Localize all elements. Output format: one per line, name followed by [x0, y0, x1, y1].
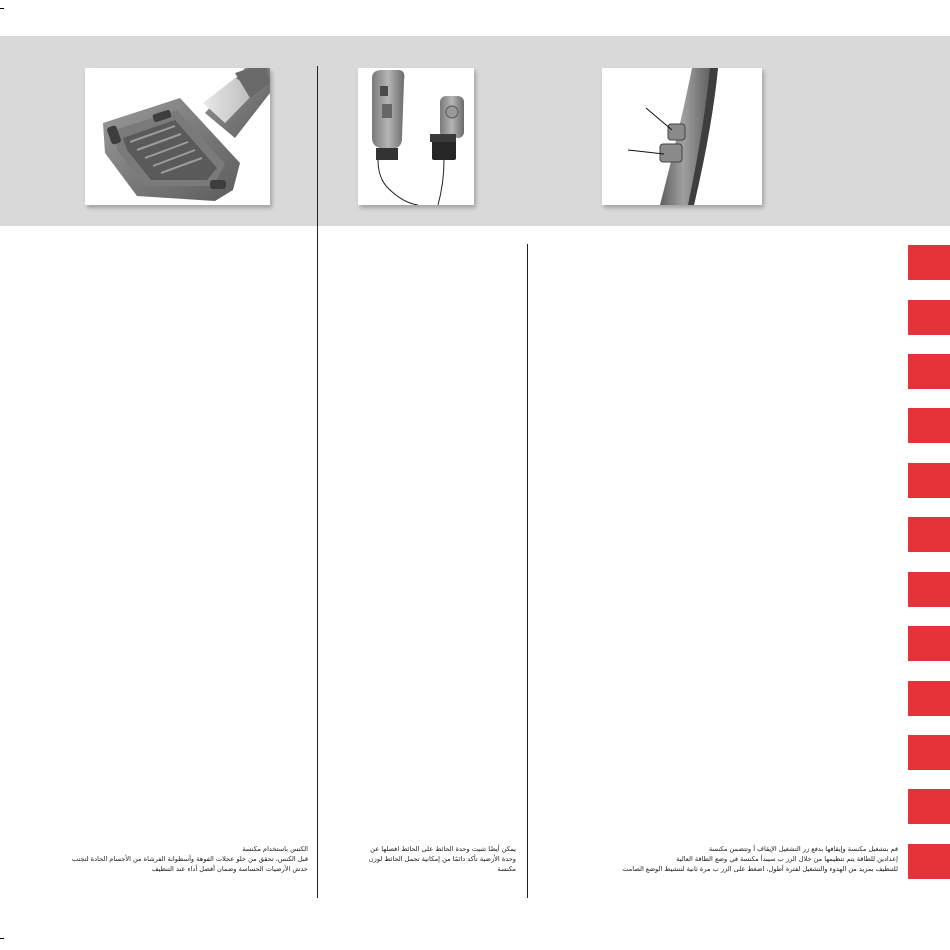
charger-illustration	[358, 68, 474, 205]
crop-mark-top-left	[0, 8, 4, 9]
nozzle-underside-photo	[85, 68, 270, 205]
section-tab-1[interactable]	[908, 245, 950, 280]
sweeping-heading: الكنس باستخدام مكنسة	[242, 845, 308, 853]
sweeping-text-line-2: خدش الأرضيات الحساسة وضمان أفضل أداء عند التنظيف	[151, 865, 308, 873]
section-tab-5[interactable]	[908, 463, 950, 498]
power-text-line-3: للتنظيف بمزيد من الهدوء والتشغيل لفترة أطول، اضغط على الزر ب مرة ثانية لتنشيط الوضع الصامت	[622, 865, 898, 873]
power-text-line-1: قم بتشغيل مكنسة وإيقافها بدفع زر التشغيل الإيقاف أ وتتضمن مكنسة	[708, 845, 898, 853]
wall-mount-text-line-2: وحدة الأرضية تأكد دائمًا من إمكانية تحمل الحائط لوزن	[368, 855, 516, 863]
section-tab-7[interactable]	[908, 572, 950, 607]
sweeping-text-line-1: قبل الكنس، تحقق من خلو عجلات الفوهة وأسطوانة الفرشاة من الأجسام الحادة لتجنب	[71, 855, 308, 863]
section-tab-2[interactable]	[908, 300, 950, 335]
wall-mount-instructions	[330, 844, 516, 874]
power-text-line-2: إعدادين للطاقة يتم تنظيمها من خلال الزر ب سيبدأ مكنسة في وضع الطاقة العالية	[676, 855, 898, 863]
crop-mark-bottom-left	[0, 938, 4, 939]
section-tab-10[interactable]	[908, 735, 950, 770]
section-tab-6[interactable]	[908, 517, 950, 552]
sweeping-instructions	[0, 844, 308, 874]
power-button-instructions	[540, 844, 898, 874]
column-divider-2	[527, 244, 528, 898]
section-tab-4[interactable]	[908, 408, 950, 443]
column-divider-1	[317, 66, 318, 898]
wall-mount-text-line-1: يمكن أيضًا تثبيت وحدة الحائط على الحائط افصلها عن	[370, 845, 516, 853]
section-tab-11[interactable]	[908, 789, 950, 824]
section-tab-8[interactable]	[908, 626, 950, 661]
charger-photo	[358, 68, 474, 205]
section-tab-9[interactable]	[908, 681, 950, 716]
handle-buttons-photo	[602, 68, 762, 205]
section-tab-3[interactable]	[908, 354, 950, 389]
section-tab-12[interactable]	[908, 844, 950, 879]
handle-illustration	[602, 68, 762, 205]
wall-mount-text-line-3: مكنسة	[497, 865, 516, 873]
nozzle-illustration	[85, 68, 270, 205]
